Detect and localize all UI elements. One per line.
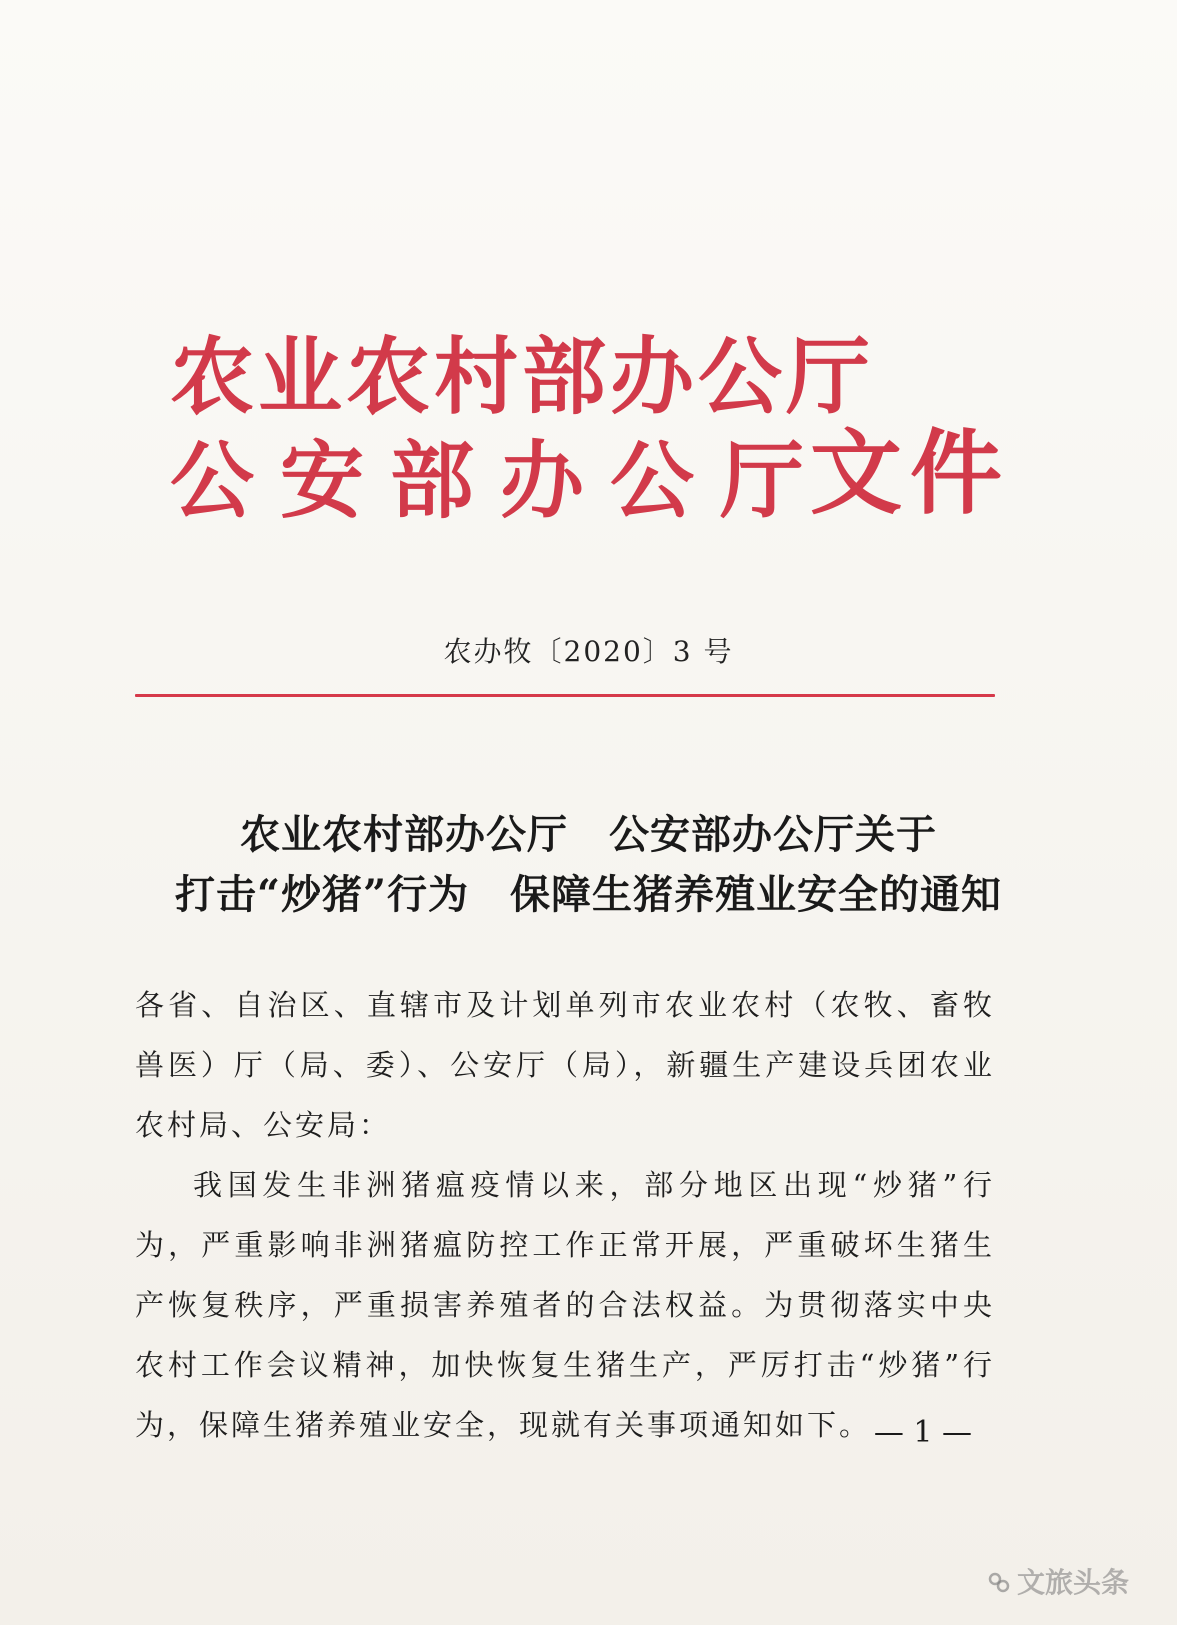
- watermark-logo-icon: [987, 1569, 1011, 1593]
- document-body: [135, 975, 995, 1455]
- addressee-paragraph: 各省、自治区、直辖市及计划单列市农业农村（农牧、畜牧兽医）厅（局、委）、公安厅（局），新疆生产建设兵团农业农村局、公安局：: [135, 988, 995, 1142]
- document-title: [0, 805, 1177, 925]
- document-number: 农办牧〔2020〕3 号: [443, 635, 734, 668]
- body-paragraph-1: 我国发生非洲猪瘟疫情以来，部分地区出现“炒猪”行为，严重影响非洲猪瘟防控工作正常开展，严重破坏生猪生产恢复秩序，严重损害养殖者的合法权益。为贯彻落实中央农村工作会议精神，加快恢复生猪生产，严厉打击“炒猪”行为，保障生猪养殖业安全，现就有关事项通知如下。: [135, 1168, 995, 1442]
- document-type-label: 文件: [810, 419, 1011, 527]
- red-divider-line: [135, 694, 995, 697]
- page-number: — 1 —: [873, 1415, 972, 1450]
- org-line-agriculture: 农业农村部办公厅: [170, 327, 875, 426]
- title-line-1: 农业农村部办公厅 公安部办公厅关于: [240, 811, 937, 858]
- issuing-organizations: [170, 327, 875, 531]
- watermark-text: 文旅头条: [1016, 1566, 1129, 1599]
- watermark: [987, 1561, 1129, 1601]
- issuing-authority-header: [170, 327, 1020, 540]
- title-line-2: 打击“炒猪”行为 保障生猪养殖业安全的通知: [174, 871, 1002, 918]
- org-line-public-security: 公安部办公厅: [170, 431, 831, 531]
